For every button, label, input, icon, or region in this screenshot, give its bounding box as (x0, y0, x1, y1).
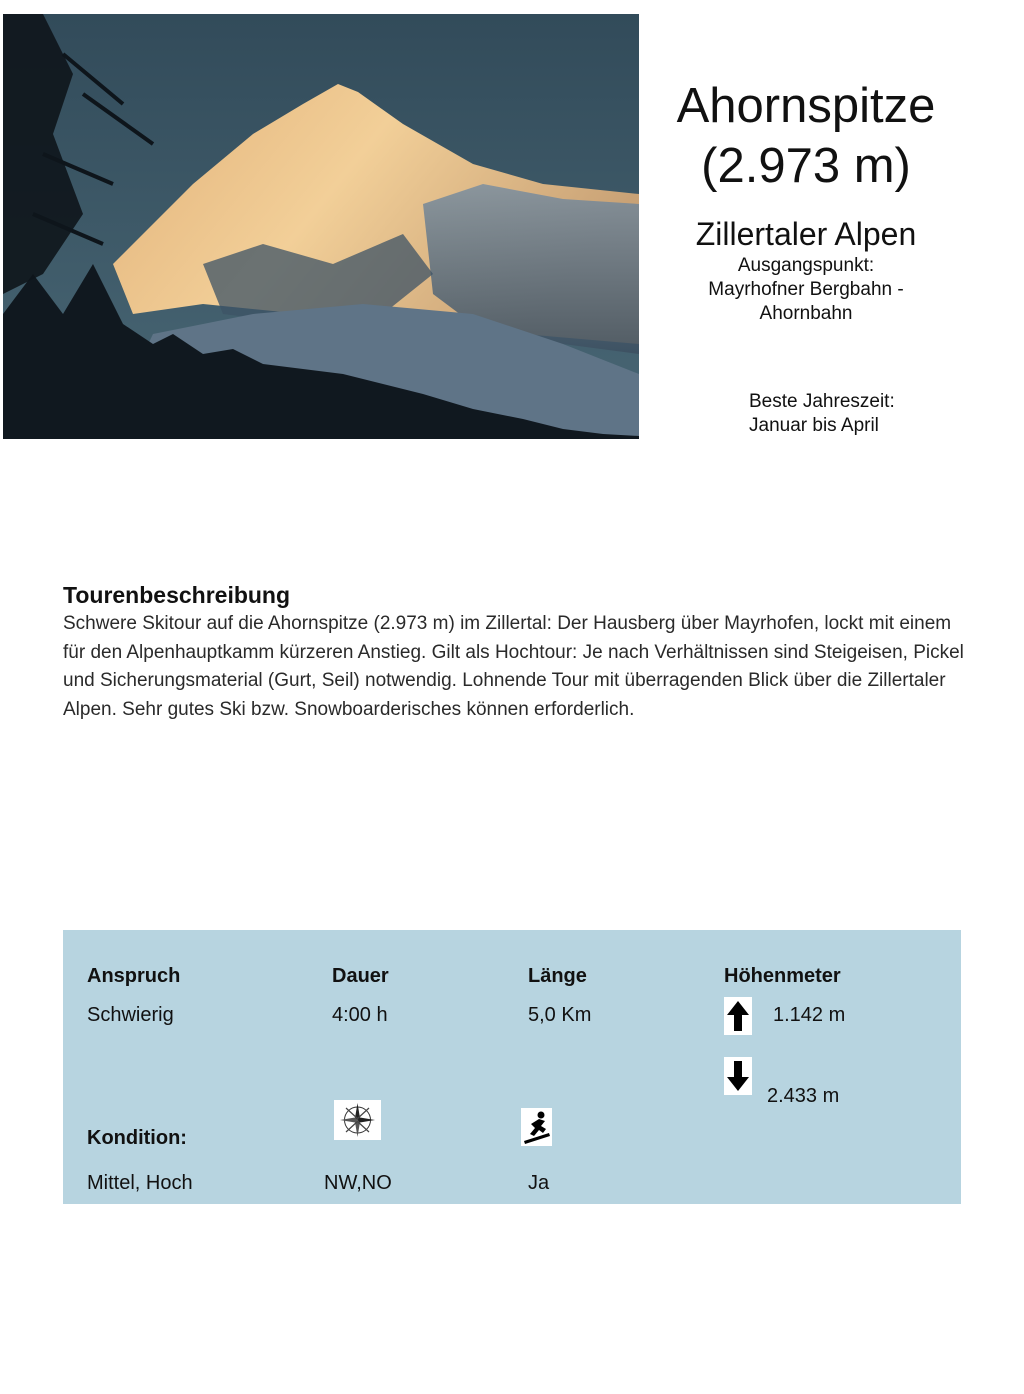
description-text: Schwere Skitour auf die Ahornspitze (2.973 m) im Zillertal: Der Hausberg über Mayrhofen, lockt mit einem für den Alpenhauptkamm kürzeren Anstieg. Gilt als Hochtour: Je nach Verhältnissen sind Steigeisen, Pickel und Sicherungsmaterial (Gurt, Seil) notwendig. Lohnende Tour mit überragenden Blick über die Zillertaler Alpen. Sehr gutes Ski bzw. Snowboarderisches können erforderlich. (63, 613, 964, 720)
description-title: Tourenbeschreibung (63, 582, 291, 608)
kondition-label: Kondition: (87, 1127, 187, 1149)
snowboard-value: Ja (528, 1172, 550, 1194)
laenge-value: 5,0 Km (528, 1004, 592, 1026)
mountain-photo (3, 14, 639, 439)
mountain-range: Zillertaler Alpen (695, 216, 917, 252)
anspruch-value: Schwierig (87, 1004, 174, 1026)
anspruch-label: Anspruch (87, 965, 181, 987)
start-point-label: Ausgangspunkt: (737, 255, 875, 276)
compass-rose-icon (334, 1100, 381, 1140)
start-point-value: Mayrhofner Bergbahn - Ahornbahn (708, 279, 904, 324)
tour-header (656, 76, 956, 326)
season-label: Beste Jahreszeit: (749, 391, 895, 412)
hoehenmeter-label: Höhenmeter (724, 965, 841, 987)
peak-name: Ahornspitze (676, 79, 936, 133)
exposure-value: NW,NO (324, 1172, 392, 1194)
snowboarder-icon (521, 1108, 552, 1146)
season-value: Januar bis April (749, 415, 879, 436)
arrow-down-icon (724, 1057, 752, 1095)
laenge-label: Länge (528, 965, 587, 987)
peak-height: (2.973 m) (701, 139, 911, 193)
descent-value: 2.433 m (767, 1085, 840, 1107)
stats-panel (63, 930, 961, 1204)
tour-description (63, 580, 968, 724)
ascent-value: 1.142 m (773, 1004, 846, 1026)
best-season (749, 390, 895, 438)
arrow-up-icon (724, 997, 752, 1035)
dauer-label: Dauer (332, 965, 389, 987)
dauer-value: 4:00 h (332, 1004, 388, 1026)
kondition-value: Mittel, Hoch (87, 1172, 193, 1194)
